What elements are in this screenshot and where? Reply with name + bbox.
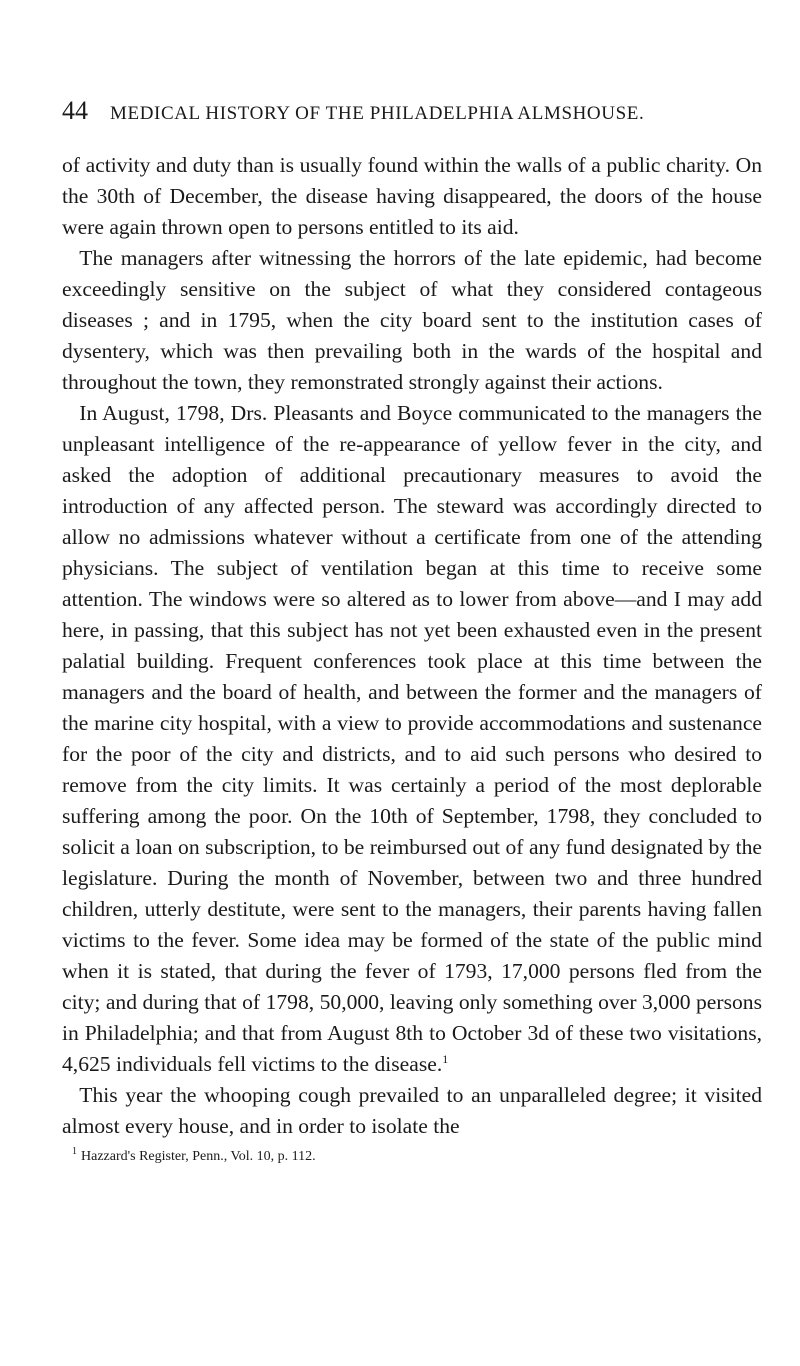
paragraph-1: [62, 150, 762, 243]
body-text: [62, 150, 762, 1142]
footnote-text: Hazzard's Register, Penn., Vol. 10, p. 112.: [81, 1149, 316, 1164]
paragraph-2: [62, 243, 762, 398]
paragraph-4: [62, 1080, 762, 1142]
running-title: MEDICAL HISTORY OF THE PHILADELPHIA ALMSHOUSE.: [110, 103, 645, 124]
book-page: [62, 96, 762, 1166]
paragraph-1-text: of activity and duty than is usually found within the walls of a public charity. On the 30th of December, the disease having disappeared, the doors of the house were again thrown open to persons entitled to its aid.: [62, 153, 762, 239]
paragraph-2-text: The managers after witnessing the horrors of the late epidemic, had become exceedingly sensitive on the subject of what they considered contageous diseases ; and in 1795, when the city board sent to the institution cases of dysentery, which was then prevailing both in the wards of the hospital and throughout the town, they remonstrated strongly against their actions.: [62, 246, 762, 394]
paragraph-3-text: In August, 1798, Drs. Pleasants and Boyce communicated to the managers the unpleasant intelligence of the re-appearance of yellow fever in the city, and asked the adoption of additional precautionary measures to avoid the introduction of any affected person. The steward was accordingly directed to allow no admissions whatever without a certificate from one of the attending physicians. The subject of ventilation began at this time to receive some attention. The windows were so altered as to lower from above—and I may add here, in passing, that this subject has not yet been exhausted even in the present palatial building. Frequent conferences took place at this time between the managers and the board of health, and between the former and the managers of the marine city hospital, with a view to provide accommodations and sustenance for the poor of the city and districts, and to aid such persons who desired to remove from the city limits. It was certainly a period of the most deplorable suffering among the poor. On the 10th of September, 1798, they concluded to solicit a loan on subscription, to be reimbursed out of any fund designated by the legislature. During the month of November, between two and three hundred children, utterly destitute, were sent to the managers, their parents having fallen victims to the fever. Some idea may be formed of the state of the public mind when it is stated, that during the fever of 1793, 17,000 persons fled from the city; and during that of 1798, 50,000, leaving only something over 3,000 persons in Philadelphia; and that from August 8th to October 3d of these two visitations, 4,625 individuals fell victims to the disease.: [62, 401, 762, 1076]
footnote-reference: 1: [442, 1051, 449, 1066]
page-number: 44: [62, 96, 88, 125]
footnote: [62, 1148, 762, 1166]
footnote-marker: 1: [72, 1146, 77, 1158]
page-header: [62, 96, 762, 126]
paragraph-3: [62, 398, 762, 1080]
paragraph-4-text: This year the whooping cough prevailed to an unparalleled degree; it visited almost every house, and in order to isolate the: [62, 1083, 762, 1138]
